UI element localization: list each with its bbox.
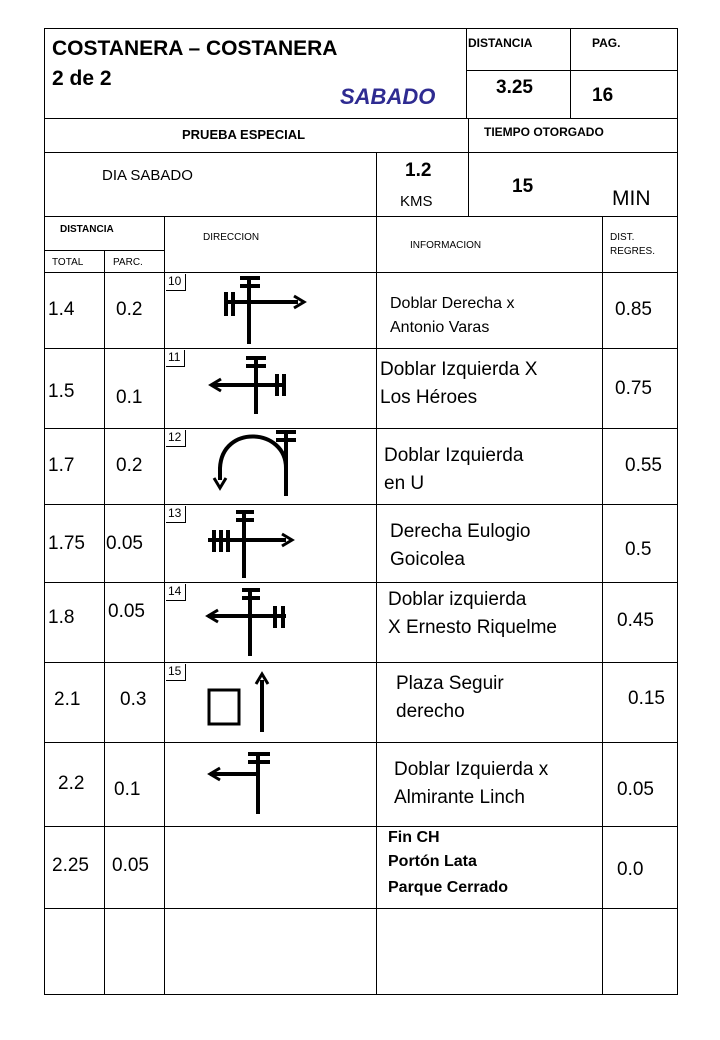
finish-line-2: Portón Lata	[388, 853, 477, 870]
route-part: 2 de 2	[52, 67, 112, 90]
row-total: 1.4	[48, 299, 75, 320]
page-label: PAG.	[592, 36, 621, 50]
col-partial: PARC.	[113, 257, 143, 268]
row-total: 1.75	[48, 533, 85, 554]
row-partial: 0.05	[112, 855, 149, 876]
row-regress: 0.05	[617, 779, 654, 800]
row-partial: 0.2	[116, 455, 143, 476]
row-regress: 0.5	[625, 539, 652, 560]
row-number: 10	[166, 274, 186, 291]
row-total: 2.25	[52, 855, 89, 876]
distance-value: 3.25	[496, 77, 533, 98]
row-info-1: Doblar Izquierda x	[394, 759, 549, 780]
row-partial: 0.3	[120, 689, 147, 710]
finish-line-3: Parque Cerrado	[388, 879, 509, 896]
row-info-1: Doblar izquierda	[388, 589, 527, 610]
distance-label: DISTANCIA	[468, 36, 533, 50]
row-regress: 0.85	[615, 299, 652, 320]
row-total: 1.7	[48, 455, 75, 476]
col-information: INFORMACION	[410, 240, 482, 251]
page-value: 16	[592, 85, 614, 106]
time-unit: MIN	[612, 187, 651, 210]
row-number: 12	[166, 430, 186, 447]
time-label: TIEMPO OTORGADO	[484, 125, 604, 139]
row-number: 11	[166, 350, 185, 367]
row-info-2: Goicolea	[390, 549, 465, 570]
row-info-2: X Ernesto Riquelme	[388, 617, 557, 638]
km-unit: KMS	[400, 193, 433, 210]
row-regress: 0.0	[617, 859, 644, 880]
section-label: PRUEBA ESPECIAL	[182, 127, 306, 142]
row-info-2: Los Héroes	[380, 387, 478, 408]
section-km: 1.2	[405, 160, 432, 181]
row-regress: 0.45	[617, 610, 654, 631]
row-regress: 0.15	[628, 688, 665, 709]
row-partial: 0.1	[116, 387, 143, 408]
row-info-1: Doblar Derecha x	[390, 295, 515, 312]
col-direction: DIRECCION	[203, 232, 260, 243]
row-info-1: Plaza Seguir	[396, 673, 504, 694]
row-info-1: Derecha Eulogio	[390, 521, 531, 542]
row-info-2: derecho	[396, 701, 465, 722]
section-day: DIA SABADO	[102, 167, 193, 184]
col-total: TOTAL	[52, 257, 84, 268]
col-regress-1: DIST.	[610, 232, 635, 243]
row-number: 14	[166, 584, 186, 601]
row-regress: 0.75	[615, 378, 652, 399]
row-total: 1.8	[48, 607, 75, 628]
row-info-2: en U	[384, 473, 425, 494]
row-info-2: Almirante Linch	[394, 787, 525, 808]
row-partial: 0.05	[108, 601, 145, 622]
row-info-1: Doblar Izquierda X	[380, 359, 538, 380]
row-number: 13	[166, 506, 186, 523]
row-partial: 0.05	[106, 533, 143, 554]
row-partial: 0.2	[116, 299, 143, 320]
finish-line-1: Fin CH	[388, 829, 440, 846]
row-partial: 0.1	[114, 779, 141, 800]
row-total: 2.1	[54, 689, 81, 710]
row-total: 1.5	[48, 381, 75, 402]
row-total: 2.2	[58, 773, 85, 794]
row-info-1: Doblar Izquierda	[384, 445, 524, 466]
time-value: 15	[512, 176, 534, 197]
col-regress-2: REGRES.	[610, 246, 656, 257]
row-info-2: Antonio Varas	[390, 319, 490, 336]
row-regress: 0.55	[625, 455, 662, 476]
row-number: 15	[166, 664, 186, 681]
col-distance: DISTANCIA	[60, 224, 114, 235]
route-title: COSTANERA – COSTANERA	[52, 37, 338, 60]
day-label: SABADO	[340, 84, 436, 109]
